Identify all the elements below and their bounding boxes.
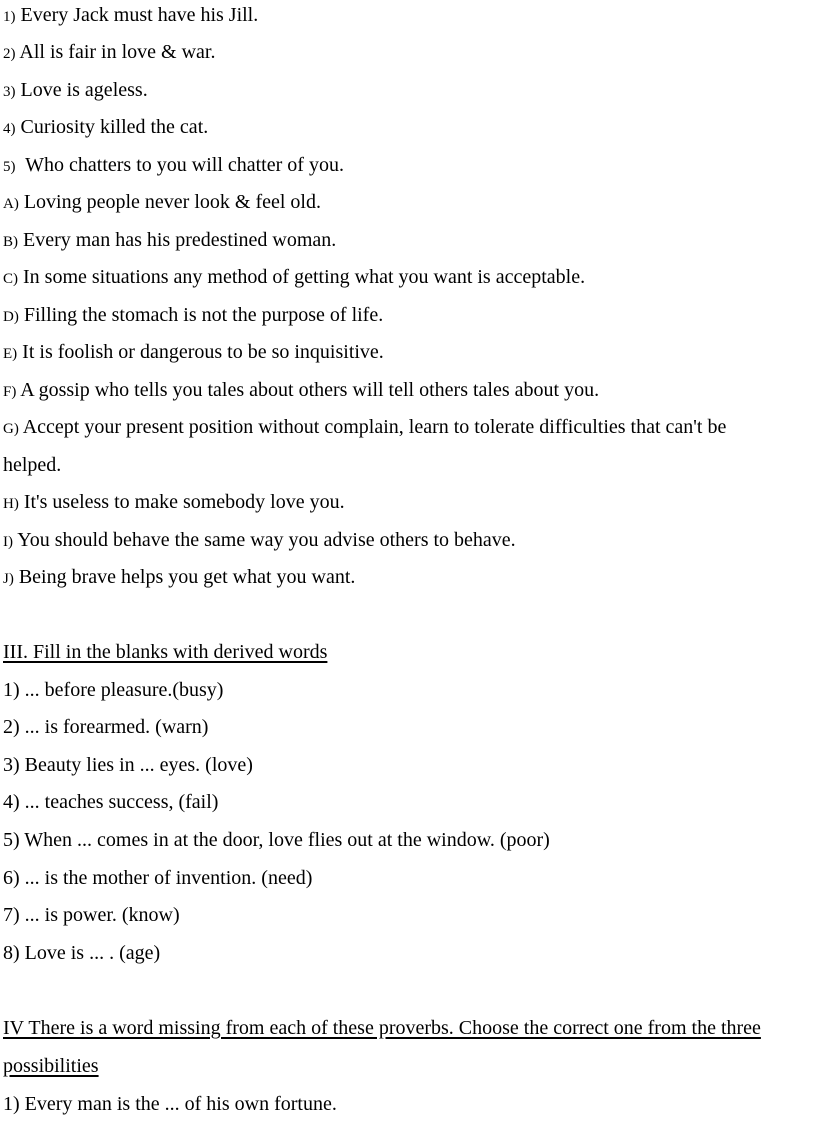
meaning-item-c: C) In some situations any method of getting what you want is acceptable. [3, 266, 586, 288]
section-3-item-3: 3) Beauty lies in ... eyes. (love) [3, 754, 253, 776]
meaning-item-f: F) A gossip who tells you tales about others will tell others tales about you. [3, 379, 600, 401]
section-4-heading-line-2: possibilities [3, 1055, 99, 1077]
section-3-item-8: 8) Love is ... . (age) [3, 942, 161, 964]
section-4-heading-line-1: IV There is a word missing from each of these proverbs. Choose the correct one from the three [3, 1017, 761, 1039]
meaning-item-a: A) Loving people never look & feel old. [3, 191, 321, 213]
section-3-item-2: 2) ... is forearmed. (warn) [3, 716, 209, 738]
meaning-item-g-continuation: helped. [3, 454, 62, 476]
proverb-item-5: 5) Who chatters to you will chatter of you. [3, 154, 344, 176]
meaning-item-b: B) Every man has his predestined woman. [3, 229, 337, 251]
meaning-item-h: H) It's useless to make somebody love you. [3, 491, 345, 513]
section-3-item-5: 5) When ... comes in at the door, love flies out at the window. (poor) [3, 829, 550, 851]
proverb-item-2: 2) All is fair in love & war. [3, 41, 216, 63]
section-3-heading: III. Fill in the blanks with derived words [3, 641, 328, 663]
meaning-item-e: E) It is foolish or dangerous to be so inquisitive. [3, 341, 384, 363]
proverb-item-1: 1) Every Jack must have his Jill. [3, 4, 259, 26]
proverb-item-4: 4) Curiosity killed the cat. [3, 116, 209, 138]
meaning-item-d: D) Filling the stomach is not the purpose of life. [3, 304, 384, 326]
section-4-item-1: 1) Every man is the ... of his own fortune. [3, 1093, 337, 1115]
section-3-item-6: 6) ... is the mother of invention. (need) [3, 867, 313, 889]
meaning-item-j: J) Being brave helps you get what you want. [3, 566, 356, 588]
meaning-item-i: I) You should behave the same way you advise others to behave. [3, 529, 516, 551]
section-3-item-4: 4) ... teaches success, (fail) [3, 791, 219, 813]
section-3-item-7: 7) ... is power. (know) [3, 904, 180, 926]
proverb-item-3: 3) Love is ageless. [3, 79, 148, 101]
meaning-item-g: G) Accept your present position without complain, learn to tolerate difficulties that can't be [3, 416, 727, 438]
section-3-item-1: 1) ... before pleasure.(busy) [3, 679, 224, 701]
